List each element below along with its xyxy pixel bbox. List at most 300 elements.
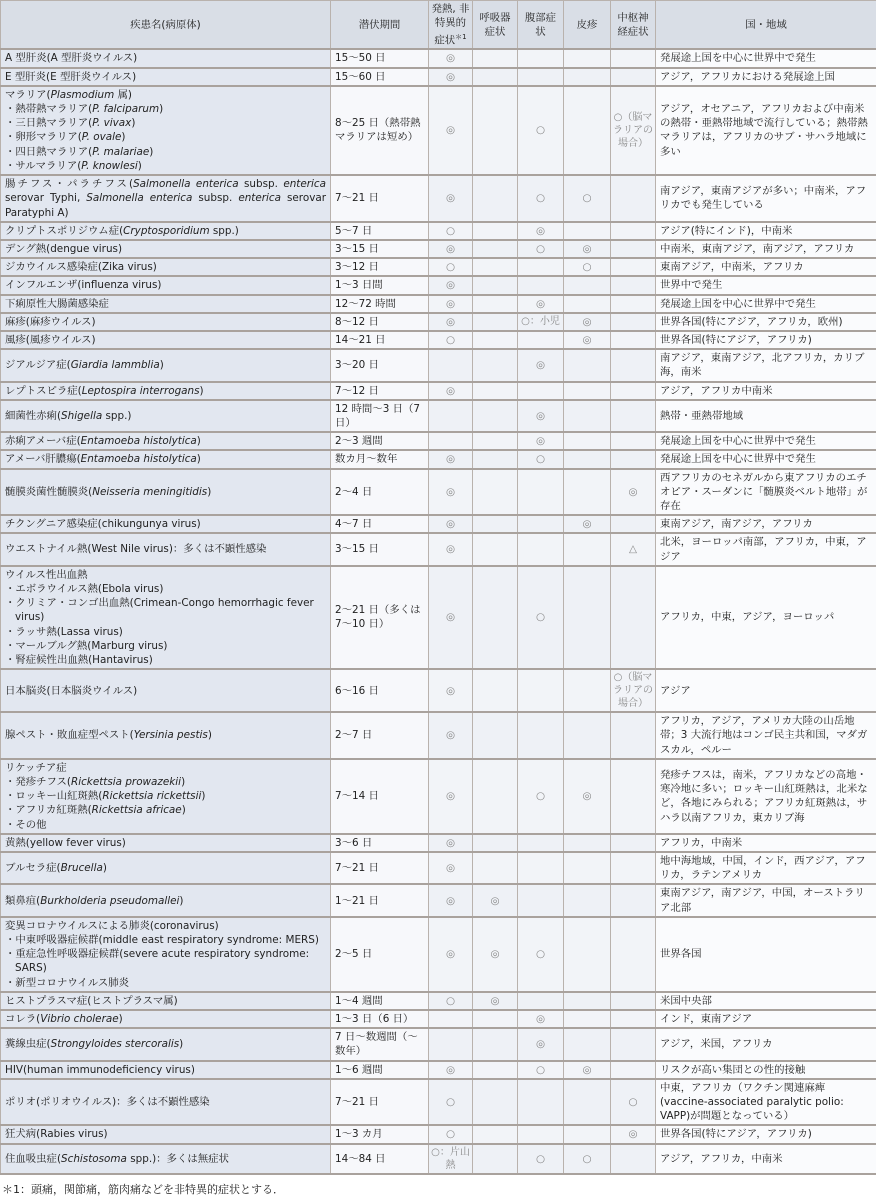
fever-symptom-cell: ○	[429, 258, 473, 276]
disease-name-cell	[1, 852, 331, 884]
table-row	[1, 331, 876, 349]
table-row	[1, 712, 876, 759]
pathogen-name: Strongyloides stercoralis	[50, 1038, 180, 1051]
respiratory-symptom-cell: ◎	[473, 992, 518, 1010]
abdominal-symptom-cell	[518, 712, 564, 759]
disease-name-cell	[1, 331, 331, 349]
incubation-cell: 2〜21 日（多くは 7〜10 日）	[331, 566, 429, 669]
cns-symptom-cell	[611, 382, 656, 400]
fever-symptom-cell: ◎	[429, 884, 473, 916]
incubation-cell: 2〜5 日	[331, 917, 429, 992]
rash-symptom-cell	[564, 834, 611, 852]
respiratory-symptom-cell	[473, 469, 518, 516]
cns-symptom-cell	[611, 1010, 656, 1028]
cns-symptom-cell	[611, 240, 656, 258]
abdominal-symptom-cell: ○	[518, 86, 564, 175]
rash-symptom-cell: ◎	[564, 313, 611, 331]
disease-name-cell	[1, 450, 331, 468]
incubation-cell: 12 時間〜3 日（7 日）	[331, 400, 429, 432]
fever-symptom-cell: ◎	[429, 240, 473, 258]
disease-name-cell	[1, 1144, 331, 1174]
disease-name-line: 住血吸虫症(Schistosoma spp.)：多くは無症状	[5, 1152, 229, 1165]
abdominal-symptom-cell	[518, 834, 564, 852]
region-cell: アフリカ，アジア，アメリカ大陸の山岳地帯；3 大流行地はコンゴ民主共和国，マダガスカル，ペルー	[656, 712, 876, 759]
disease-name-line: ・マールブルグ熱(Marburg virus)	[5, 639, 168, 652]
fever-symptom-cell: ○	[429, 1125, 473, 1143]
respiratory-symptom-cell	[473, 258, 518, 276]
disease-name-line: 腸チフス・パラチフス(Salmonella enterica subsp. enterica serovar Typhi, Salmonella enterica subsp. enterica serovar Paratyphi A)	[5, 178, 326, 219]
rash-symptom-cell	[564, 1125, 611, 1143]
pathogen-name: Cryptosporidium	[123, 224, 210, 237]
disease-name-line: ・アフリカ紅斑熱(Rickettsia africae)	[5, 804, 186, 817]
disease-name-cell	[1, 533, 331, 565]
cns-symptom-cell	[611, 349, 656, 381]
table-row	[1, 884, 876, 916]
rash-symptom-cell	[564, 450, 611, 468]
abdominal-symptom-cell	[518, 1125, 564, 1143]
table-row	[1, 400, 876, 432]
incubation-cell: 1〜4 週間	[331, 992, 429, 1010]
cns-symptom-cell	[611, 834, 656, 852]
fever-symptom-cell: ◎	[429, 313, 473, 331]
fever-symptom-cell: ◎	[429, 86, 473, 175]
abdominal-symptom-cell	[518, 68, 564, 86]
abdominal-symptom-cell	[518, 533, 564, 565]
disease-name-cell	[1, 917, 331, 992]
header-disease: 疾患名(病原体)	[1, 1, 331, 50]
disease-name-line: ・四日熱マラリア(P. malariae)	[5, 145, 154, 158]
abdominal-symptom-cell	[518, 382, 564, 400]
region-cell: インド，東南アジア	[656, 1010, 876, 1028]
rash-symptom-cell	[564, 917, 611, 992]
respiratory-symptom-cell	[473, 712, 518, 759]
fever-symptom-cell: ○：片山熱	[429, 1144, 473, 1174]
header-abdominal: 腹部症状	[518, 1, 564, 50]
cns-symptom-cell	[611, 992, 656, 1010]
abdominal-symptom-cell: ○	[518, 917, 564, 992]
abdominal-symptom-cell: ○	[518, 759, 564, 834]
disease-name-cell	[1, 222, 331, 240]
fever-symptom-cell: ◎	[429, 49, 473, 67]
disease-name-line: 腺ペスト・敗血症型ペスト(Yersinia pestis)	[5, 729, 212, 742]
table-row	[1, 450, 876, 468]
fever-symptom-cell: ○	[429, 331, 473, 349]
header-rash: 皮疹	[564, 1, 611, 50]
rash-symptom-cell	[564, 382, 611, 400]
fever-symptom-cell: ○	[429, 222, 473, 240]
table-row	[1, 533, 876, 565]
pathogen-name: Neisseria meningitidis	[92, 485, 208, 498]
table-row	[1, 49, 876, 67]
rash-symptom-cell	[564, 669, 611, 712]
rash-symptom-cell	[564, 1079, 611, 1126]
abdominal-symptom-cell	[518, 852, 564, 884]
disease-name-line: コレラ(Vibrio cholerae)	[5, 1013, 123, 1026]
disease-name-line: 黄熱(yellow fever virus)	[5, 836, 126, 849]
disease-name-line: ・新型コロナウイルス肺炎	[5, 976, 130, 989]
disease-name-line: A 型肝炎(A 型肝炎ウイルス)	[5, 52, 138, 65]
rash-symptom-cell: ◎	[564, 759, 611, 834]
cns-symptom-cell	[611, 515, 656, 533]
respiratory-symptom-cell: ◎	[473, 884, 518, 916]
region-cell: アジア，アフリカ，中南米	[656, 1144, 876, 1174]
table-row	[1, 276, 876, 294]
disease-name-line: ブルセラ症(Brucella)	[5, 862, 107, 875]
rash-symptom-cell	[564, 432, 611, 450]
rash-symptom-cell: ◎	[564, 1061, 611, 1079]
incubation-cell: 3〜15 日	[331, 533, 429, 565]
table-row	[1, 240, 876, 258]
rash-symptom-cell: ◎	[564, 240, 611, 258]
respiratory-symptom-cell	[473, 382, 518, 400]
respiratory-symptom-cell	[473, 533, 518, 565]
fever-symptom-cell: ◎	[429, 566, 473, 669]
incubation-cell: 15〜60 日	[331, 68, 429, 86]
incubation-cell: 1〜3 日間	[331, 276, 429, 294]
region-cell: 中東，アフリカ（ワクチン関連麻痺 (vaccine-associated paralytic polio: VAPP)が問題となっている）	[656, 1079, 876, 1126]
abdominal-symptom-cell: ◎	[518, 432, 564, 450]
abdominal-symptom-cell: ○	[518, 175, 564, 222]
disease-name-line: 赤痢アメーバ症(Entamoeba histolytica)	[5, 435, 201, 448]
region-cell: リスクが高い集団との性的接触	[656, 1061, 876, 1079]
fever-symptom-cell: ○	[429, 992, 473, 1010]
region-cell: 世界各国(特にアジア，アフリカ)	[656, 331, 876, 349]
disease-name-cell	[1, 712, 331, 759]
region-cell: 地中海地域，中国，インド，西アジア，アフリカ，ラテンアメリカ	[656, 852, 876, 884]
disease-name-line: ・その他	[5, 818, 47, 831]
cns-symptom-cell	[611, 884, 656, 916]
disease-name-cell	[1, 992, 331, 1010]
table-body	[1, 49, 876, 1173]
disease-name-line: マラリア(Plasmodium 属)	[5, 88, 132, 101]
fever-symptom-cell: ◎	[429, 276, 473, 294]
region-cell: 世界各国(特にアジア，アフリカ，欧州)	[656, 313, 876, 331]
disease-name-line: 下痢原性大腸菌感染症	[5, 297, 109, 310]
respiratory-symptom-cell: ◎	[473, 917, 518, 992]
respiratory-symptom-cell	[473, 313, 518, 331]
abdominal-symptom-cell: ◎	[518, 222, 564, 240]
disease-name-cell	[1, 295, 331, 313]
fever-symptom-cell: ◎	[429, 68, 473, 86]
rash-symptom-cell	[564, 712, 611, 759]
respiratory-symptom-cell	[473, 68, 518, 86]
disease-name-line: HIV(human immunodeficiency virus)	[5, 1063, 195, 1076]
region-cell: 世界各国	[656, 917, 876, 992]
pathogen-name: Salmonella enterica	[133, 178, 239, 191]
fever-symptom-cell: ◎	[429, 712, 473, 759]
rash-symptom-cell	[564, 276, 611, 294]
cns-symptom-cell	[611, 49, 656, 67]
disease-name-cell	[1, 1125, 331, 1143]
respiratory-symptom-cell	[473, 1144, 518, 1174]
disease-name-line: アメーバ肝膿瘍(Entamoeba histolytica)	[5, 453, 201, 466]
table-row	[1, 1079, 876, 1126]
respiratory-symptom-cell	[473, 400, 518, 432]
disease-name-line: 風疹(風疹ウイルス)	[5, 333, 96, 346]
disease-name-line: チクングニア感染症(chikungunya virus)	[5, 518, 201, 531]
rash-symptom-cell	[564, 533, 611, 565]
table-row	[1, 1061, 876, 1079]
region-cell: アフリカ，中東，アジア，ヨーロッパ	[656, 566, 876, 669]
fever-symptom-cell: ◎	[429, 295, 473, 313]
abdominal-symptom-cell: ○	[518, 450, 564, 468]
disease-name-cell	[1, 86, 331, 175]
region-cell: 中南米，東南アジア，南アジア，アフリカ	[656, 240, 876, 258]
table-row	[1, 258, 876, 276]
disease-name-line: ジアルジア症(Giardia lammblia)	[5, 359, 164, 372]
abdominal-symptom-cell: ◎	[518, 400, 564, 432]
disease-name-line: レプトスピラ症(Leptospira interrogans)	[5, 384, 204, 397]
disease-name-cell	[1, 884, 331, 916]
region-cell: 米国中央部	[656, 992, 876, 1010]
pathogen-name: enterica	[283, 178, 326, 191]
region-cell: アジア，オセアニア，アフリカおよび中南米の熱帯・亜熱帯地域で流行している；熱帯熱マラリアは，アフリカのサブ・サハラ地域に多い	[656, 86, 876, 175]
disease-name-line: ・中東呼吸器症候群(middle east respiratory syndrome: MERS)	[5, 934, 319, 947]
cns-symptom-cell: ○（脳マラリアの場合）	[611, 86, 656, 175]
disease-name-cell	[1, 759, 331, 834]
region-cell: アジア(特にインド)，中南米	[656, 222, 876, 240]
disease-name-cell	[1, 68, 331, 86]
fever-symptom-cell	[429, 349, 473, 381]
disease-name-cell	[1, 1061, 331, 1079]
rash-symptom-cell	[564, 852, 611, 884]
region-cell: 北米，ヨーロッパ南部，アフリカ，中東，アジア	[656, 533, 876, 565]
footnote: ＊1：頭痛，関節痛，筋肉痛などを非特異的症状とする．	[2, 1182, 284, 1196]
respiratory-symptom-cell	[473, 1061, 518, 1079]
cns-symptom-cell	[611, 400, 656, 432]
region-cell: アジア	[656, 669, 876, 712]
pathogen-name: Vibrio cholerae	[40, 1013, 119, 1026]
disease-name-cell	[1, 382, 331, 400]
abdominal-symptom-cell	[518, 331, 564, 349]
cns-symptom-cell: ○（脳マラリアの場合）	[611, 669, 656, 712]
table-row	[1, 175, 876, 222]
fever-symptom-cell: ◎	[429, 175, 473, 222]
disease-name-cell	[1, 1010, 331, 1028]
disease-name-cell	[1, 1079, 331, 1126]
incubation-cell: 2〜4 日	[331, 469, 429, 516]
disease-name-cell	[1, 400, 331, 432]
incubation-cell: 8〜12 日	[331, 313, 429, 331]
respiratory-symptom-cell	[473, 240, 518, 258]
fever-symptom-cell: ◎	[429, 834, 473, 852]
disease-name-line: クリプトスポリジウム症(Cryptosporidium spp.)	[5, 224, 239, 237]
pathogen-name: Salmonella enterica	[86, 192, 193, 205]
table-row	[1, 313, 876, 331]
disease-name-line: ウイルス性出血熱	[5, 568, 88, 581]
incubation-cell: 3〜12 日	[331, 258, 429, 276]
table-row	[1, 1028, 876, 1060]
region-cell: 発展途上国を中心に世界中で発生	[656, 450, 876, 468]
rash-symptom-cell	[564, 992, 611, 1010]
respiratory-symptom-cell	[473, 834, 518, 852]
fever-symptom-cell	[429, 432, 473, 450]
disease-name-line: デング熱(dengue virus)	[5, 242, 123, 255]
region-cell: 東南アジア，南アジア，中国，オーストラリア北部	[656, 884, 876, 916]
abdominal-symptom-cell: ○：小児	[518, 313, 564, 331]
fever-symptom-cell: ◎	[429, 450, 473, 468]
table-row	[1, 917, 876, 992]
region-cell: 発展途上国を中心に世界中で発生	[656, 295, 876, 313]
incubation-cell: 7 日〜数週間（〜数年）	[331, 1028, 429, 1060]
rash-symptom-cell	[564, 400, 611, 432]
respiratory-symptom-cell	[473, 515, 518, 533]
disease-name-line: ・腎症候性出血熱(Hantavirus)	[5, 653, 153, 666]
table-row	[1, 469, 876, 516]
header-fever-label: 発熱, 非特異的症状	[431, 3, 470, 47]
respiratory-symptom-cell	[473, 276, 518, 294]
table-row	[1, 992, 876, 1010]
disease-name-line: 日本脳炎(日本脳炎ウイルス)	[5, 684, 138, 697]
pathogen-name: Plasmodium	[50, 88, 115, 101]
pathogen-name: Brucella	[60, 862, 103, 875]
rash-symptom-cell	[564, 566, 611, 669]
rash-symptom-cell	[564, 1010, 611, 1028]
incubation-cell: 1〜21 日	[331, 884, 429, 916]
cns-symptom-cell	[611, 313, 656, 331]
pathogen-name: P. vivax	[92, 117, 132, 130]
cns-symptom-cell: ◎	[611, 1125, 656, 1143]
region-cell: 南アジア，東南アジア，北アフリカ，カリブ海，南米	[656, 349, 876, 381]
rash-symptom-cell	[564, 86, 611, 175]
pathogen-name: P. malariae	[92, 145, 150, 158]
abdominal-symptom-cell	[518, 515, 564, 533]
region-cell: アジア，アフリカにおける発展途上国	[656, 68, 876, 86]
disease-name-line: 変異コロナウイルスによる肺炎(coronavirus)	[5, 919, 219, 932]
respiratory-symptom-cell	[473, 432, 518, 450]
disease-name-line: ・重症急性呼吸器症候群(severe acute respiratory syndrome: SARS)	[5, 948, 310, 975]
disease-name-line: ・サルマラリア(P. knowlesi)	[5, 159, 142, 172]
disease-name-line: 髄膜炎菌性髄膜炎(Neisseria meningitidis)	[5, 485, 212, 498]
abdominal-symptom-cell: ◎	[518, 349, 564, 381]
cns-symptom-cell	[611, 1061, 656, 1079]
disease-name-line: 類鼻疽(Burkholderia pseudomallei)	[5, 894, 184, 907]
respiratory-symptom-cell	[473, 566, 518, 669]
disease-name-cell	[1, 276, 331, 294]
incubation-cell: 3〜15 日	[331, 240, 429, 258]
respiratory-symptom-cell	[473, 349, 518, 381]
cns-symptom-cell: ◎	[611, 469, 656, 516]
region-cell: 熱帯・亜熱帯地域	[656, 400, 876, 432]
incubation-cell: 4〜7 日	[331, 515, 429, 533]
disease-name-line: 麻疹(麻疹ウイルス)	[5, 315, 96, 328]
pathogen-name: Shigella	[61, 409, 103, 422]
table-row	[1, 68, 876, 86]
disease-name-line: 糞線虫症(Strongyloides stercoralis)	[5, 1038, 184, 1051]
fever-symptom-cell: ◎	[429, 533, 473, 565]
table-row	[1, 222, 876, 240]
cns-symptom-cell	[611, 276, 656, 294]
table-header-row	[1, 1, 876, 50]
pathogen-name: Entamoeba histolytica	[80, 453, 197, 466]
table-row	[1, 515, 876, 533]
respiratory-symptom-cell	[473, 852, 518, 884]
pathogen-name: Yersinia pestis	[133, 729, 208, 742]
cns-symptom-cell	[611, 432, 656, 450]
disease-name-cell	[1, 175, 331, 222]
pathogen-name: enterica	[238, 192, 281, 205]
cns-symptom-cell	[611, 222, 656, 240]
cns-symptom-cell	[611, 1028, 656, 1060]
abdominal-symptom-cell: ◎	[518, 295, 564, 313]
pathogen-name: Rickettsia africae	[91, 804, 182, 817]
pathogen-name: Rickettsia prowazekii	[70, 776, 182, 788]
cns-symptom-cell: ○	[611, 1079, 656, 1126]
disease-name-cell	[1, 313, 331, 331]
disease-name-cell	[1, 258, 331, 276]
disease-name-line: 狂犬病(Rabies virus)	[5, 1128, 108, 1141]
disease-name-line: 細菌性赤痢(Shigella spp.)	[5, 409, 132, 422]
disease-name-line: ・ロッキー山紅斑熱(Rickettsia rickettsii)	[5, 790, 206, 803]
table-row	[1, 834, 876, 852]
fever-symptom-cell: ◎	[429, 852, 473, 884]
fever-symptom-cell	[429, 1028, 473, 1060]
fever-symptom-cell: ◎	[429, 382, 473, 400]
fever-symptom-cell: ◎	[429, 469, 473, 516]
respiratory-symptom-cell	[473, 450, 518, 468]
fever-symptom-cell: ◎	[429, 669, 473, 712]
disease-name-line: ジカウイルス感染症(Zika virus)	[5, 261, 157, 274]
cns-symptom-cell	[611, 258, 656, 276]
respiratory-symptom-cell	[473, 222, 518, 240]
region-cell: 東南アジア，南アジア，アフリカ	[656, 515, 876, 533]
pathogen-name: P. falciparum	[92, 103, 160, 116]
rash-symptom-cell	[564, 68, 611, 86]
respiratory-symptom-cell	[473, 49, 518, 67]
abdominal-symptom-cell: ◎	[518, 1028, 564, 1060]
abdominal-symptom-cell	[518, 1079, 564, 1126]
pathogen-name: Rickettsia rickettsii	[102, 790, 202, 803]
rash-symptom-cell	[564, 349, 611, 381]
incubation-cell: 2〜3 週間	[331, 432, 429, 450]
rash-symptom-cell	[564, 469, 611, 516]
cns-symptom-cell	[611, 852, 656, 884]
disease-name-line: ・クリミア・コンゴ出血熱(Crimean-Congo hemorrhagic fever virus)	[5, 597, 314, 624]
disease-name-cell	[1, 669, 331, 712]
rash-symptom-cell: ○	[564, 1144, 611, 1174]
respiratory-symptom-cell	[473, 175, 518, 222]
respiratory-symptom-cell	[473, 759, 518, 834]
rash-symptom-cell: ◎	[564, 515, 611, 533]
abdominal-symptom-cell: ○	[518, 240, 564, 258]
disease-name-cell	[1, 240, 331, 258]
fever-symptom-cell: ◎	[429, 917, 473, 992]
table-row	[1, 852, 876, 884]
region-cell: アジア，米国，アフリカ	[656, 1028, 876, 1060]
disease-name-line: ウエストナイル熱(West Nile virus)：多くは不顕性感染	[5, 543, 267, 556]
header-incubation: 潜伏期間	[331, 1, 429, 50]
incubation-cell: 15〜50 日	[331, 49, 429, 67]
fever-symptom-cell: ○	[429, 1079, 473, 1126]
incubation-cell: 7〜21 日	[331, 175, 429, 222]
fever-symptom-cell: ◎	[429, 759, 473, 834]
fever-symptom-cell: ◎	[429, 515, 473, 533]
disease-name-cell	[1, 349, 331, 381]
disease-name-cell	[1, 834, 331, 852]
incubation-cell: 14〜21 日	[331, 331, 429, 349]
respiratory-symptom-cell	[473, 1028, 518, 1060]
incubation-cell: 7〜12 日	[331, 382, 429, 400]
incubation-cell: 1〜3 日（6 日）	[331, 1010, 429, 1028]
region-cell: 発展途上国を中心に世界中で発生	[656, 432, 876, 450]
incubation-cell: 数カ月〜数年	[331, 450, 429, 468]
incubation-cell: 5〜7 日	[331, 222, 429, 240]
disease-name-cell	[1, 469, 331, 516]
abdominal-symptom-cell: ◎	[518, 1010, 564, 1028]
cns-symptom-cell	[611, 450, 656, 468]
header-cns: 中枢神経症状	[611, 1, 656, 50]
fever-symptom-cell	[429, 400, 473, 432]
